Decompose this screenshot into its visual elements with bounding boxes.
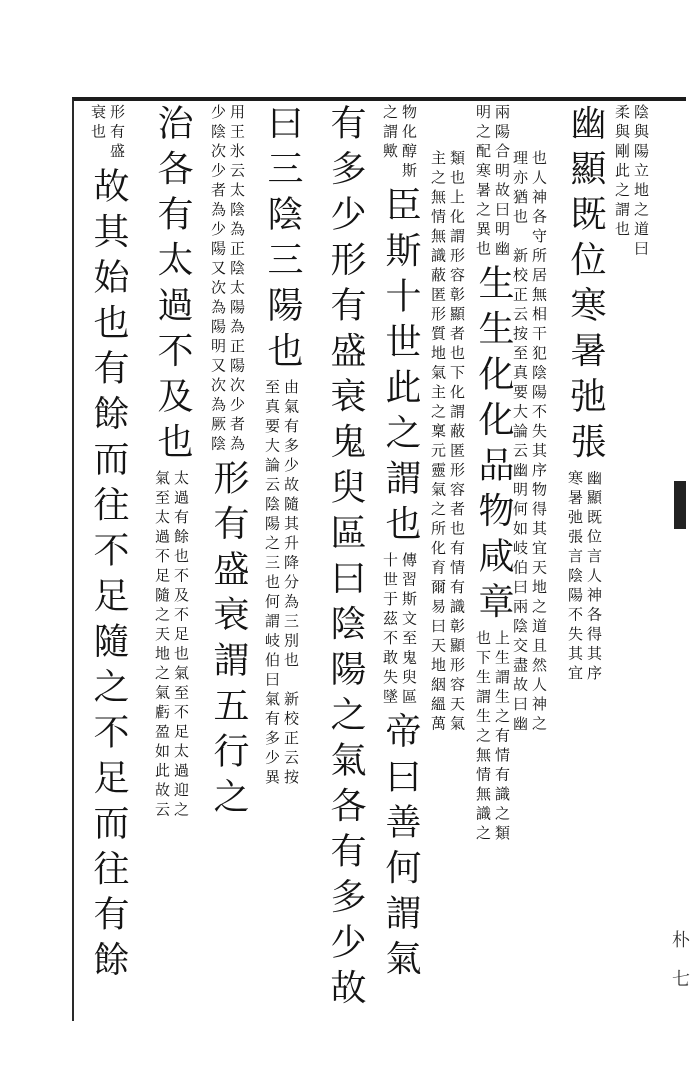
commentary-line-right: 太過有餘也不及不足也氣至不足太過迎之 xyxy=(172,470,190,821)
commentary-line-left: 也下生謂生之無情無識之 xyxy=(474,630,492,845)
commentary-line-right: 傳習斯文至鬼臾區 xyxy=(400,552,418,708)
main-text-run: 治各有太過不及也 xyxy=(152,104,193,468)
commentary-line-left: 柔與剛此之謂也 xyxy=(613,104,631,241)
commentary-line-right: 由氣有多少故隨其升降分為三別也 新校正云按 xyxy=(282,379,300,789)
commentary-line-right: 用王氷云太陰為正陰太陽為正陽次少者為 xyxy=(228,104,246,455)
commentary-line-right: 陰與陽立地之道曰 xyxy=(632,104,650,260)
margin-note: 朴 七 xyxy=(669,930,690,987)
commentary-line-right: 形有盛 xyxy=(108,104,126,163)
main-text-run: 幽顯既位寒暑弛張 xyxy=(565,104,606,468)
commentary-line-right: 也人神各守所居無相干犯陰陽不失其序物得其宜天地之道且然人神之 xyxy=(530,150,548,735)
main-text-run: 有多少形有盛衰鬼臾區曰陰陽之氣各有多少故 xyxy=(325,104,366,1014)
main-text-run: 形有盛衰謂五行之 xyxy=(208,459,249,823)
page-edge-mark xyxy=(674,481,686,529)
commentary-line-left: 理亦猶也 新校正云按至真要大論云幽明何如岐伯曰兩陰交盡故曰幽 xyxy=(511,150,529,735)
commentary-line-left: 主之無情無識蔽匿形質地氣主之稟元靈氣之所化育爾易曰天地絪縕萬 xyxy=(429,150,447,735)
commentary-line-right: 上生謂生之有情有識之類 xyxy=(493,630,511,845)
commentary-line-left: 之謂歟 xyxy=(381,104,399,163)
commentary-line-left: 少陰次少者為少陽又次為陽明又次為厥陰 xyxy=(209,104,227,455)
commentary-line-left: 十世于茲不敢失墜 xyxy=(381,552,399,708)
main-text-run: 帝曰善何謂氣 xyxy=(380,712,421,985)
commentary-line-right: 物化醇斯 xyxy=(400,104,418,182)
commentary-line-left: 至真要大論云陰陽之三也何謂岐伯曰氣有多少異 xyxy=(263,379,281,789)
commentary-line-right: 幽顯既位言人神各得其序 xyxy=(585,470,603,685)
main-text-run: 臣斯十世此之謂也 xyxy=(380,186,421,550)
main-text-run: 曰三陰三陽也 xyxy=(262,104,303,377)
commentary-line-right: 兩陽合明故曰明幽 xyxy=(493,104,511,260)
commentary-line-left: 氣至太過不足隨之天地之氣虧盈如此故云 xyxy=(153,470,171,821)
commentary-line-left: 明之配寒暑之異也 xyxy=(474,104,492,260)
main-text-run: 故其始也有餘而往不足隨之不足而往有餘 xyxy=(88,166,129,986)
commentary-line-left: 寒暑弛張言陰陽不失其宜 xyxy=(566,470,584,685)
commentary-line-right: 類也上化謂形容彰顯者也下化謂蔽匿形容者也有情有識彰顯形容天氣 xyxy=(448,150,466,735)
main-text-run: 生生化化品物咸章 xyxy=(473,264,514,628)
commentary-line-left: 衰也 xyxy=(89,104,107,143)
